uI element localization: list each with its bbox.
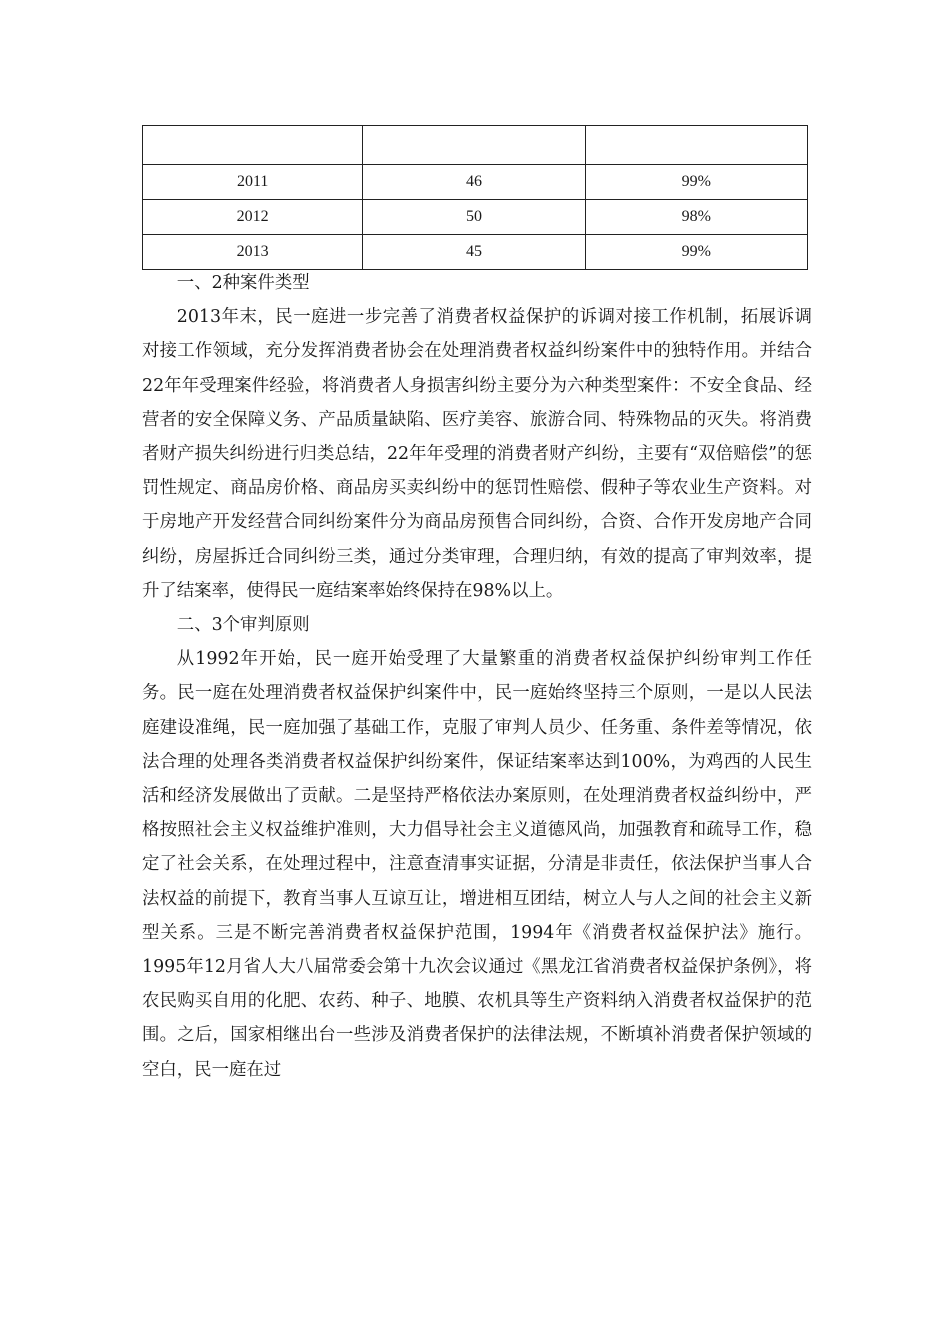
year-cell: 2012	[143, 200, 363, 235]
table-row	[143, 200, 808, 235]
table-row	[143, 235, 808, 270]
section-heading: 一、2种案件类型	[176, 273, 310, 293]
year-cell: 2013	[143, 235, 363, 270]
body-text	[142, 266, 812, 1087]
table-header-cell	[143, 126, 363, 165]
count-cell: 46	[363, 165, 585, 200]
rate-cell: 99%	[585, 235, 807, 270]
section-paragraph: 从1992年开始，民一庭开始受理了大量繁重的消费者权益保护纠纷审判工作任务。民一庭在处理消费者权益保护纠案件中，民一庭始终坚持三个原则，一是以人民法庭建设准绳，民一庭加强了基础工作，克服了审判人员少、任务重、条件差等情况，依法合理的处理各类消费者权益保护纠纷案件，保证结案率达到100%，为鸡西的人民生活和经济发展做出了贡献。二是坚持严格依法办案原则，在处理消费者权益纠纷中，严格按照社会主义权益维护准则，大力倡导社会主义道德风尚，加强教育和疏导工作，稳定了社会关系，在处理过程中，注意查清事实证据，分清是非责任，依法保护当事人合法权益的前提下，教育当事人互谅互让，增进相互团结，树立人与人之间的社会主义新型关系。三是不断完善消费者权益保护范围，1994年《消费者权益保护法》施行。1995年12月省人大八届常委会第十九次会议通过《黑龙江省消费者权益保护条例》，将农民购买自用的化肥、农药、种子、地膜、农机具等生产资料纳入消费者权益保护的范围。之后，国家相继出台一些涉及消费者保护的法律法规，不断填补消费者保护领域的空白，民一庭在过	[142, 649, 812, 1080]
section-heading: 二、3个审判原则	[176, 615, 310, 636]
table-header-cell	[363, 126, 585, 165]
count-cell: 50	[363, 200, 585, 235]
rate-cell: 99%	[585, 165, 807, 200]
table-header-cell	[585, 126, 807, 165]
table-header-row	[143, 126, 808, 165]
rate-cell: 98%	[585, 200, 807, 235]
section-paragraph: 2013年末，民一庭进一步完善了消费者权益保护的诉调对接工作机制，拓展诉调对接工作领域，充分发挥消费者协会在处理消费者权益纠纷案件中的独特作用。并结合22年年受理案件经验，将消费者人身损害纠纷主要分为六种类型案件：不安全食品、经营者的安全保障义务、产品质量缺陷、医疗美容、旅游合同、特殊物品的灭失。将消费者财产损失纠纷进行归类总结，22年年受理的消费者财产纠纷，主要有“双倍赔偿”的惩罚性规定、商品房价格、商品房买卖纠纷中的惩罚性赔偿、假种子等农业生产资料。对于房地产开发经营合同纠纷案件分为商品房预售合同纠纷，合资、合作开发房地产合同纠纷，房屋拆迁合同纠纷三类，通过分类审理，合理归纳，有效的提高了审判效率，提升了结案率，使得民一庭结案率始终保持在98%以上。	[142, 307, 812, 601]
count-cell: 45	[363, 235, 585, 270]
statistics-table	[142, 125, 808, 270]
table-row	[143, 165, 808, 200]
year-cell: 2011	[143, 165, 363, 200]
